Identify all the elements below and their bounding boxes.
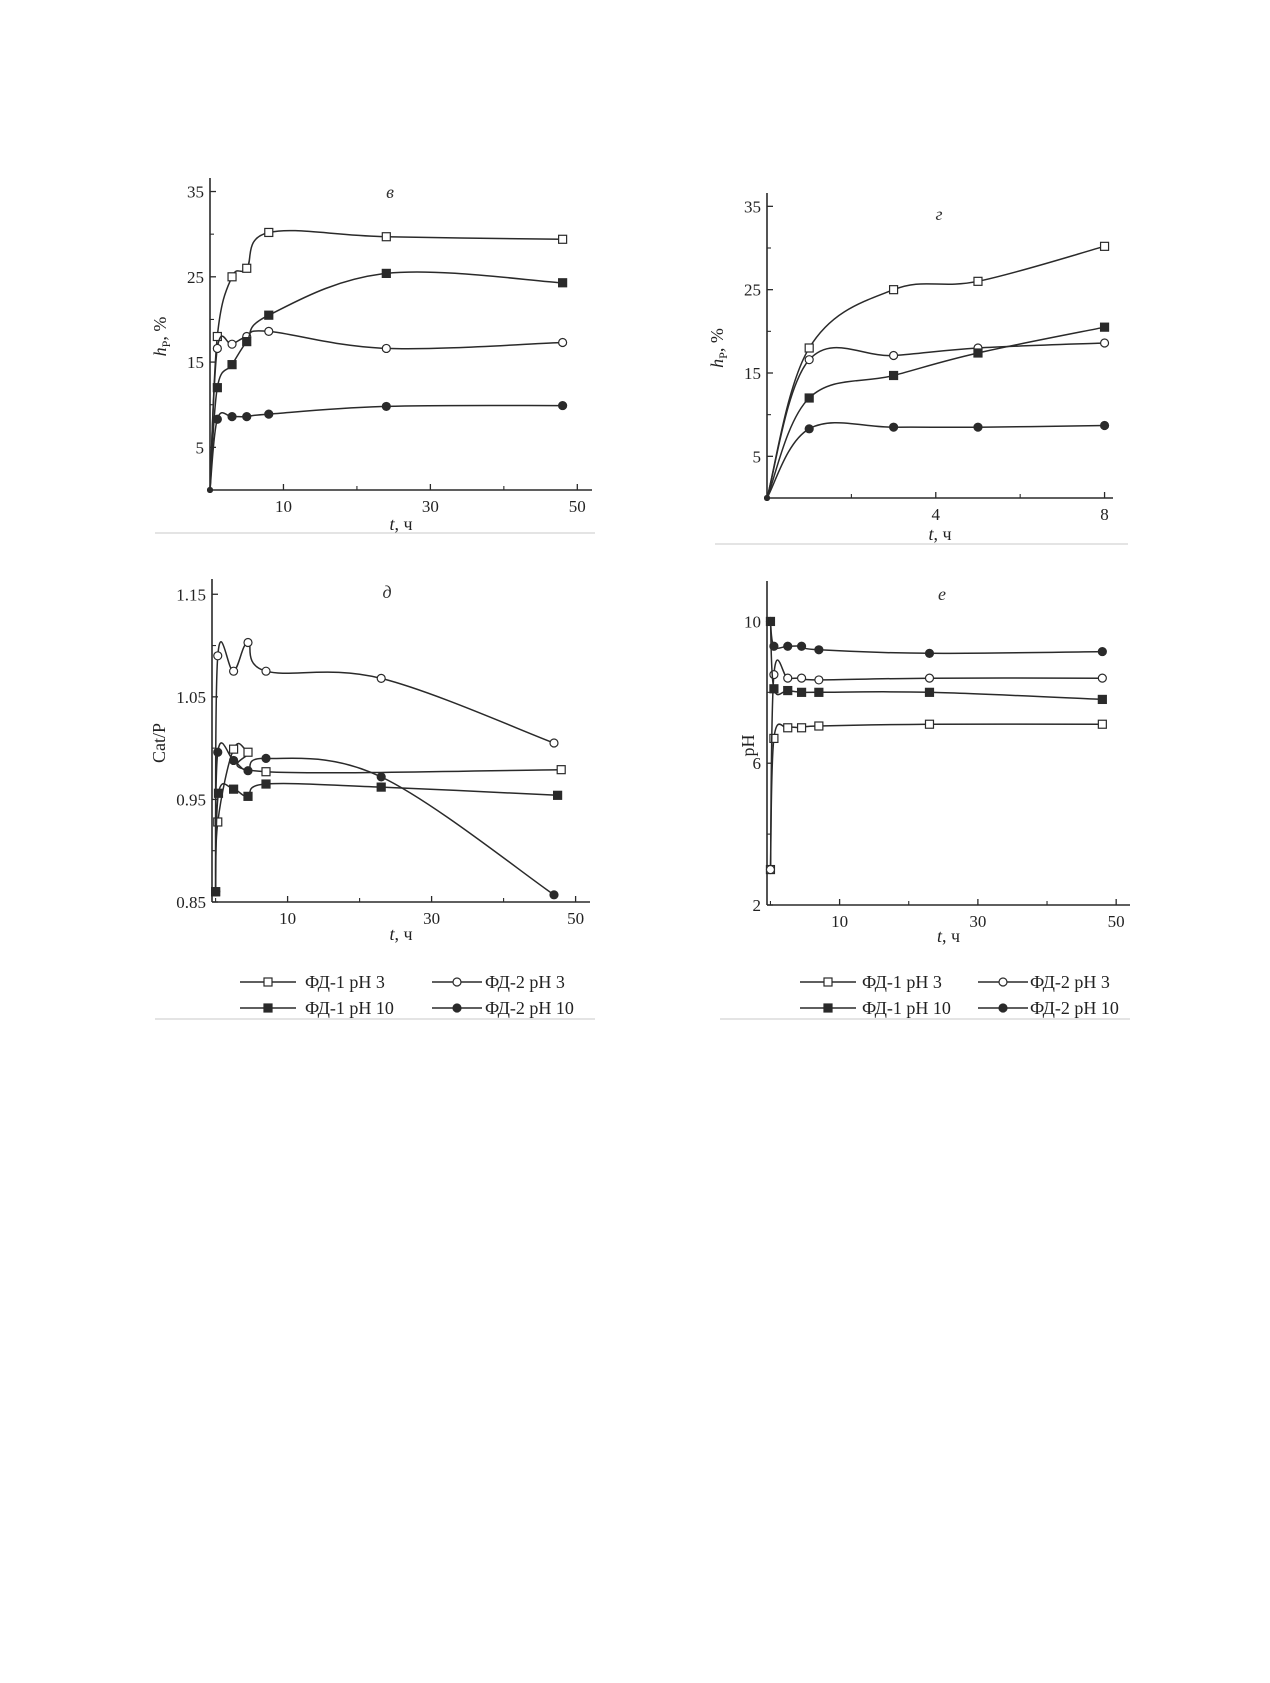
series-line: [767, 423, 1105, 498]
data-point: [230, 785, 238, 793]
legend-marker: [453, 1004, 461, 1012]
x-tick-label: 10: [274, 497, 292, 516]
y-axis-label-text: Cat/P: [149, 722, 169, 764]
data-point: [766, 617, 774, 625]
legend-item: [800, 972, 942, 992]
data-point: [214, 652, 222, 660]
series-3: [764, 422, 1109, 502]
data-point: [213, 384, 221, 392]
legend-item: [432, 972, 565, 992]
x-tick-label: 50: [567, 909, 585, 928]
data-point: [559, 338, 567, 346]
data-point: [890, 423, 898, 431]
chart-panel-2: [149, 579, 595, 1019]
data-point: [1101, 422, 1109, 430]
series-line: [771, 724, 1103, 870]
data-point: [244, 748, 252, 756]
panel-label: г: [935, 204, 943, 224]
x-tick-label: 30: [969, 912, 987, 931]
x-tick-label: 10: [279, 909, 297, 928]
data-point: [1098, 695, 1106, 703]
legend-marker: [824, 978, 832, 986]
legend-label: ФД-2 pH 3: [1030, 972, 1110, 992]
data-point: [770, 671, 778, 679]
data-point: [265, 311, 273, 319]
data-point: [974, 349, 982, 357]
y-tick-label: 5: [195, 438, 204, 458]
chart-panel-1: [707, 193, 1128, 544]
legend-label: ФД-1 pH 3: [862, 972, 942, 992]
data-point: [243, 413, 251, 421]
data-point: [550, 891, 558, 899]
series-line: [210, 405, 563, 490]
data-point: [925, 688, 933, 696]
series-line: [210, 272, 563, 490]
y-axis-label-sub: P: [716, 352, 730, 359]
x-axis-label-var: t: [389, 924, 395, 944]
data-point: [244, 767, 252, 775]
x-axis-label: [937, 926, 960, 946]
data-point: [805, 344, 813, 352]
data-point: [265, 410, 273, 418]
chart-panel-3: [720, 581, 1130, 1019]
legend-marker: [453, 978, 461, 986]
y-axis-label-var: h: [150, 347, 170, 357]
data-point: [766, 866, 774, 874]
data-point: [925, 674, 933, 682]
legend-marker: [264, 978, 272, 986]
data-point: [228, 273, 236, 281]
data-point: [805, 356, 813, 364]
data-point: [974, 277, 982, 285]
chart-panels: [149, 178, 1130, 1019]
x-axis-label-unit: , ч: [933, 524, 952, 544]
data-point: [382, 233, 390, 241]
y-tick-label: 0.85: [176, 893, 206, 912]
x-axis-label-unit: , ч: [941, 926, 961, 946]
y-axis-label-sub: P: [159, 340, 173, 348]
y-tick-label: 1.15: [176, 585, 206, 605]
data-point: [815, 722, 823, 730]
y-tick-label: 0.95: [176, 790, 206, 810]
data-point: [925, 649, 933, 657]
data-point: [262, 768, 270, 776]
data-point: [890, 286, 898, 294]
data-point: [228, 361, 236, 369]
data-point: [784, 724, 792, 732]
data-point: [554, 791, 562, 799]
data-point: [382, 402, 390, 410]
x-axis-label-unit: , ч: [394, 924, 413, 944]
data-point: [1098, 720, 1106, 728]
y-axis-label: [149, 723, 169, 763]
legend-marker: [264, 1004, 272, 1012]
legend-1: [800, 972, 1119, 1018]
series-line: [216, 743, 562, 891]
data-point: [784, 687, 792, 695]
legend-label: ФД-2 pH 3: [485, 972, 565, 992]
data-point: [784, 642, 792, 650]
data-point: [925, 720, 933, 728]
data-point: [798, 724, 806, 732]
data-point: [550, 739, 558, 747]
y-tick-label: 10: [744, 612, 761, 632]
data-point: [228, 340, 236, 348]
data-point: [213, 344, 221, 352]
data-point: [815, 676, 823, 684]
series-line: [216, 784, 558, 892]
y-tick-label: 6: [752, 754, 761, 774]
x-tick-label: 50: [568, 497, 586, 516]
data-point: [770, 642, 778, 650]
x-axis-label-var: t: [389, 514, 395, 534]
data-point: [230, 745, 238, 753]
legend-label: ФД-1 pH 10: [862, 998, 951, 1018]
y-tick-label: 35: [744, 197, 761, 217]
data-point: [974, 423, 982, 431]
data-point: [1101, 339, 1109, 347]
data-point: [243, 338, 251, 346]
series-2: [207, 269, 567, 493]
series-3: [212, 743, 558, 899]
data-point: [262, 667, 270, 675]
data-point: [770, 685, 778, 693]
legend-label: ФД-1 pH 10: [305, 998, 394, 1018]
data-point: [805, 425, 813, 433]
legend-item: [240, 972, 385, 992]
y-tick-label: 25: [744, 280, 761, 300]
x-axis-label-var: t: [928, 524, 934, 544]
y-tick-label: 15: [187, 353, 204, 373]
x-tick-label: 30: [423, 909, 441, 928]
y-tick-label: 15: [744, 364, 761, 383]
x-axis-label: [389, 924, 412, 944]
data-point: [214, 748, 222, 756]
panel-label: е: [938, 584, 946, 604]
data-point: [890, 372, 898, 380]
y-axis-label-unit: , %: [707, 328, 727, 353]
chart-panel-0: [150, 178, 595, 534]
series-line: [771, 621, 1103, 699]
data-point: [213, 415, 221, 423]
y-tick-label: 25: [187, 267, 204, 287]
data-point: [798, 688, 806, 696]
series-3: [207, 402, 567, 493]
legend-item: [240, 998, 394, 1018]
series-line: [216, 743, 554, 895]
data-point: [805, 394, 813, 402]
data-point: [559, 402, 567, 410]
series-0: [764, 242, 1109, 501]
data-point: [377, 674, 385, 682]
data-point: [212, 888, 220, 896]
data-point: [815, 688, 823, 696]
data-point: [262, 754, 270, 762]
series-line: [767, 343, 1105, 498]
y-tick-label: 35: [187, 182, 204, 202]
data-point: [557, 766, 565, 774]
legend-marker: [999, 1004, 1007, 1012]
x-axis-label: [928, 524, 951, 544]
data-point: [815, 646, 823, 654]
series-3: [766, 617, 1106, 657]
data-point: [377, 783, 385, 791]
x-axis-label: [389, 514, 412, 534]
legend-item: [978, 972, 1110, 992]
data-point: [230, 667, 238, 675]
data-point: [798, 642, 806, 650]
legend-label: ФД-2 pH 10: [485, 998, 574, 1018]
panel-label: д: [382, 582, 392, 602]
data-point: [798, 674, 806, 682]
x-tick-label: 4: [931, 505, 941, 524]
series-line: [767, 246, 1105, 498]
data-point: [1101, 323, 1109, 331]
data-point: [1098, 648, 1106, 656]
legend-item: [432, 998, 574, 1018]
series-0: [766, 720, 1106, 873]
data-point: [559, 235, 567, 243]
y-tick-label: 1.05: [176, 687, 206, 707]
x-axis-label-unit: , ч: [394, 514, 413, 534]
panel-label: в: [386, 182, 394, 202]
legends: [240, 972, 1119, 1018]
data-point: [244, 638, 252, 646]
data-point: [382, 269, 390, 277]
data-point: [1101, 242, 1109, 250]
data-point: [382, 344, 390, 352]
legend-item: [978, 998, 1119, 1018]
y-axis-label: [150, 317, 173, 357]
data-point: [243, 264, 251, 272]
legend-label: ФД-1 pH 3: [305, 972, 385, 992]
legend-item: [800, 998, 951, 1018]
y-axis-label: [738, 735, 758, 757]
y-tick-label: 5: [752, 447, 761, 467]
series-2: [764, 323, 1109, 501]
data-point: [262, 780, 270, 788]
series-0: [212, 743, 566, 895]
data-point-origin: [764, 495, 770, 501]
data-point: [890, 352, 898, 360]
y-axis-label: [707, 328, 730, 368]
series-2: [766, 617, 1106, 703]
data-point: [265, 327, 273, 335]
y-axis-label-text: pH: [738, 734, 758, 757]
x-tick-label: 8: [1100, 505, 1109, 524]
data-point: [1098, 674, 1106, 682]
series-2: [212, 780, 562, 896]
x-tick-label: 10: [831, 912, 849, 931]
x-axis-label-var: t: [936, 926, 942, 946]
data-point: [377, 773, 385, 781]
x-tick-label: 30: [421, 497, 439, 516]
y-axis-label-var: h: [707, 358, 727, 368]
legend-0: [240, 972, 574, 1018]
data-point: [784, 674, 792, 682]
x-tick-label: 50: [1107, 912, 1125, 931]
data-point: [265, 228, 273, 236]
legend-label: ФД-2 pH 10: [1030, 998, 1119, 1018]
series-1: [212, 638, 558, 895]
legend-marker: [824, 1004, 832, 1012]
data-point: [230, 756, 238, 764]
series-0: [207, 228, 567, 493]
data-point-origin: [207, 487, 213, 493]
legend-marker: [999, 978, 1007, 986]
y-axis-label-unit: , %: [150, 316, 170, 341]
data-point: [559, 279, 567, 287]
data-point: [228, 413, 236, 421]
data-point: [244, 792, 252, 800]
y-tick-label: 2: [752, 896, 761, 915]
